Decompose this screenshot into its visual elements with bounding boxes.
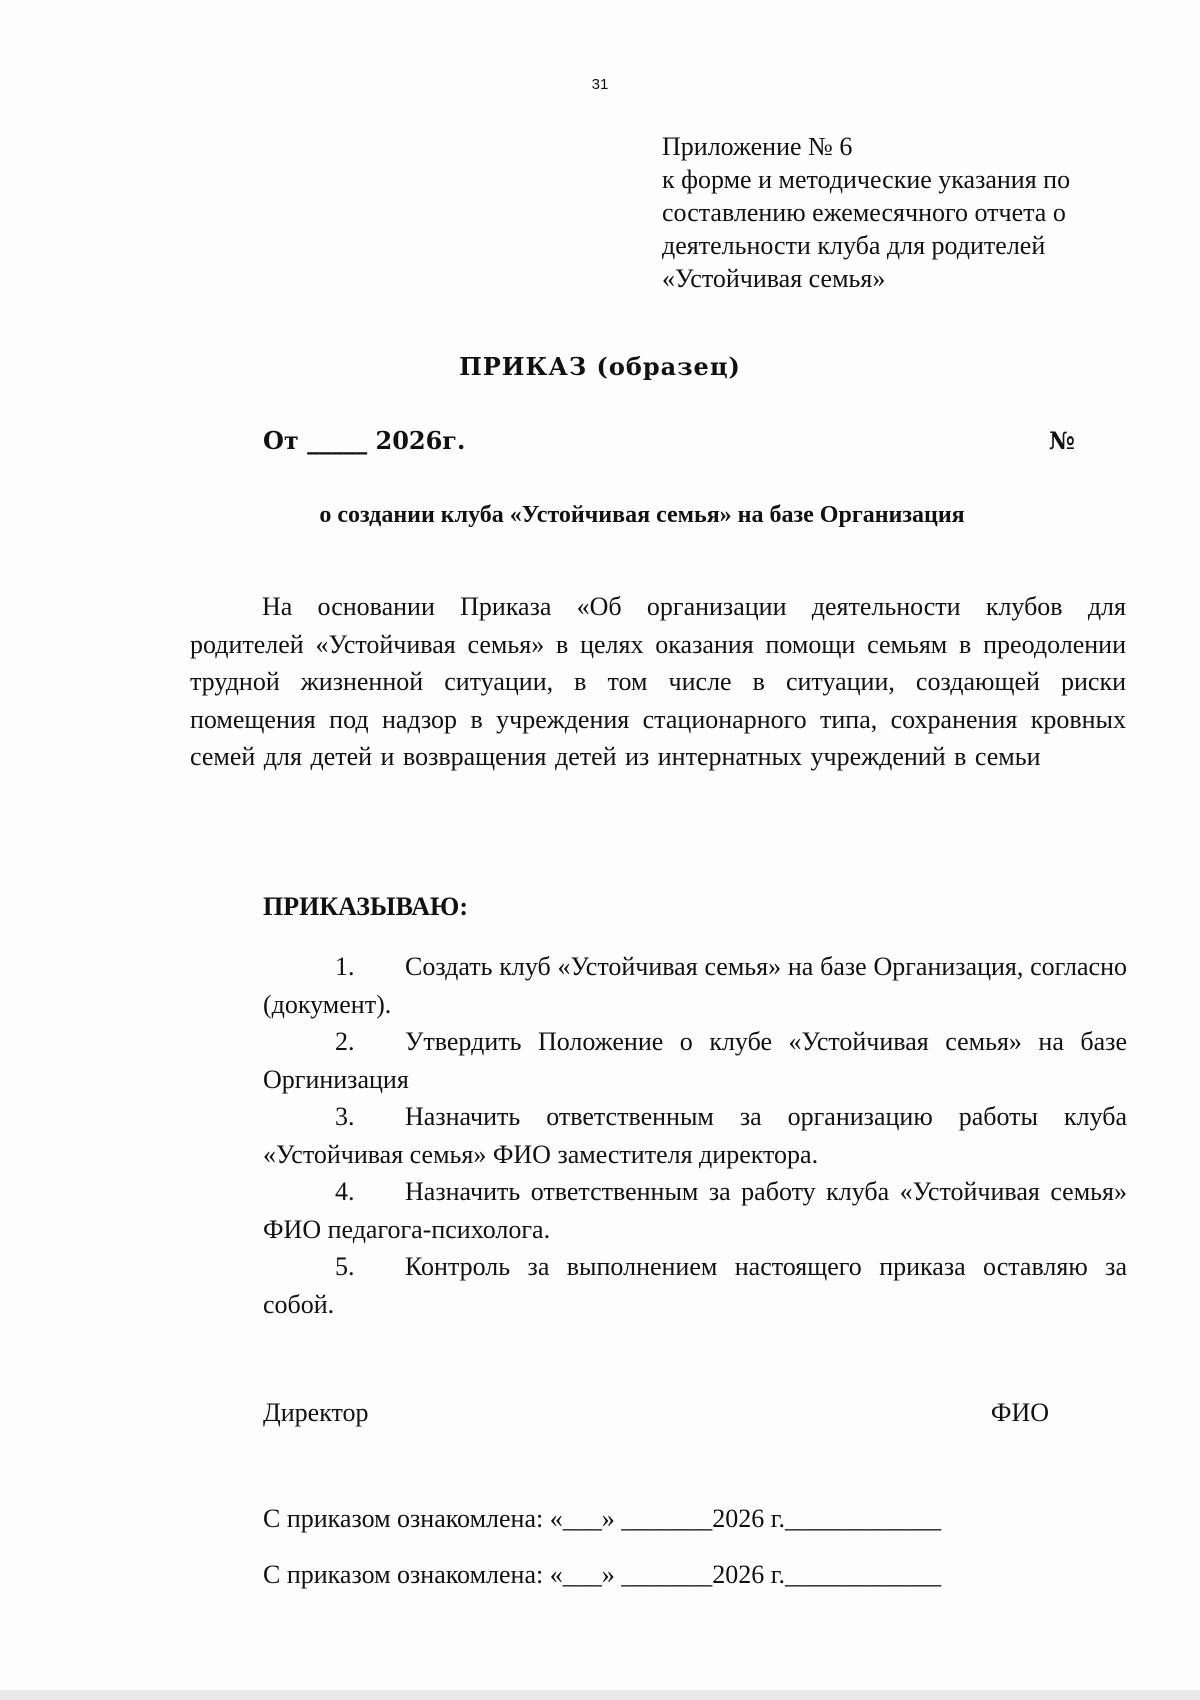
- item-number: 2.: [335, 1027, 355, 1056]
- acknowledgement-line: С приказом ознакомлена: «___» _______2026 г.____________: [263, 1560, 941, 1589]
- signature-line: [263, 1398, 1049, 1434]
- appendix-line: к форме и методические указания по: [662, 165, 1071, 194]
- item-text: Утвердить Положение о клубе «Устойчивая семья» на базе Оргинизация: [263, 1027, 1127, 1094]
- document-title: ПРИКАЗ (образец): [459, 352, 741, 381]
- order-item: [263, 1023, 1127, 1098]
- item-number: 1.: [335, 952, 355, 981]
- preamble-paragraph: На основании Приказа «Об организации деятельности клубов для родителей «Устойчивая семья» в целях оказания помощи семьям в преодолении трудной жизненной ситуации, в том числе в ситуации, создающей риски помещения под надзор в учреждения стационарного типа, сохранения кровных семей для детей и возвращения детей из интернатных учреждений в семьи: [190, 592, 1126, 771]
- item-text: Назначить ответственным за организацию работы клуба «Устойчивая семья» ФИО заместителя директора.: [263, 1102, 1127, 1169]
- item-number: 4.: [335, 1177, 355, 1206]
- order-date: От _____ 2026г.: [263, 426, 466, 455]
- appendix-line: составлению ежемесячного отчета о: [662, 198, 1066, 227]
- date-number-line: [263, 426, 1075, 462]
- page-number: 31: [591, 76, 609, 93]
- order-heading: ПРИКАЗЫВАЮ:: [263, 892, 468, 921]
- item-number: 5.: [335, 1252, 355, 1281]
- item-number: 3.: [335, 1102, 355, 1131]
- appendix-line: деятельности клуба для родителей: [662, 231, 1046, 260]
- scan-bottom-edge: [0, 1690, 1200, 1700]
- order-item: [263, 1098, 1127, 1173]
- order-items-list: [263, 948, 1127, 1323]
- item-text: Назначить ответственным за работу клуба «Устойчивая семья» ФИО педагога-психолога.: [263, 1177, 1127, 1244]
- order-item: [263, 1173, 1127, 1248]
- appendix-line: «Устойчивая семья»: [662, 264, 886, 293]
- item-text: Контроль за выполнением настоящего приказа оставляю за собой.: [263, 1252, 1127, 1319]
- item-text: Создать клуб «Устойчивая семья» на базе Организация, согласно (документ).: [263, 952, 1127, 1019]
- signatory-position: Директор: [263, 1398, 369, 1427]
- order-item: [263, 948, 1127, 1023]
- appendix-line: Приложение № 6: [662, 132, 853, 161]
- acknowledgement-line: С приказом ознакомлена: «___» _______2026 г.____________: [263, 1504, 941, 1533]
- signatory-name: ФИО: [990, 1398, 1049, 1427]
- order-number-sign: №: [1048, 426, 1075, 455]
- order-subject: о создании клуба «Устойчивая семья» на базе Организация: [319, 502, 965, 528]
- order-item: [263, 1248, 1127, 1323]
- appendix-note: [662, 130, 1132, 295]
